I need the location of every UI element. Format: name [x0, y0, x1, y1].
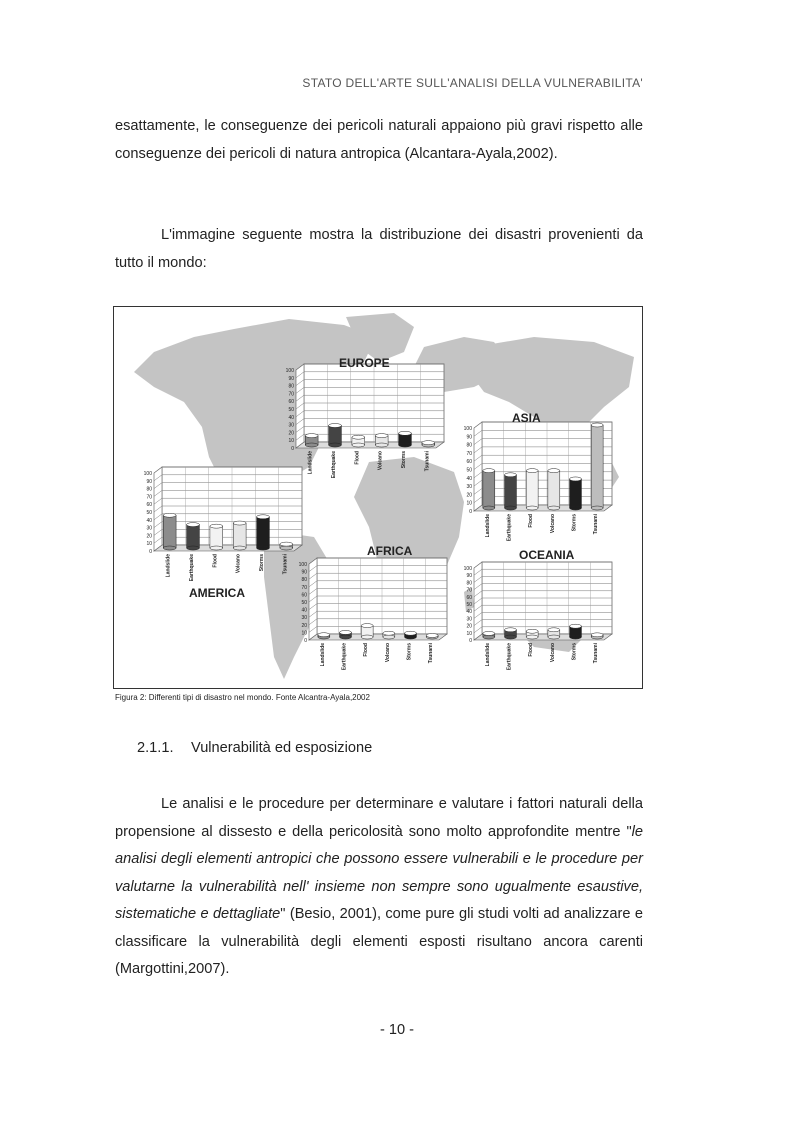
chart-title: AFRICA [367, 544, 413, 558]
bar-base [548, 506, 560, 510]
text-part-1: Le analisi e le procedure per determinare e valutare i fattori naturali della propensione al dissesto e della pericolosità sono molto approfondite mentre " [115, 796, 643, 840]
y-tick-label: 80 [301, 577, 307, 584]
bar-top [591, 423, 603, 427]
y-tick-label: 20 [146, 533, 152, 540]
y-tick-label: 0 [291, 446, 294, 452]
bar-body [548, 471, 560, 508]
category-label: Tsunami [593, 643, 600, 664]
bar-volcano [375, 434, 388, 447]
y-tick-label: 20 [466, 623, 472, 630]
bar-base [570, 635, 582, 639]
category-label: Storms [401, 451, 407, 469]
bar-top [210, 524, 223, 528]
bar-body [483, 471, 495, 508]
bar-base [375, 443, 388, 447]
chart-title: OCEANIA [519, 548, 575, 562]
bar-storms [257, 515, 270, 550]
y-tick-label: 90 [466, 573, 472, 580]
bar-storms [405, 631, 417, 639]
bar-top [163, 513, 176, 517]
y-tick-label: 40 [146, 517, 152, 524]
bar-base [233, 546, 246, 550]
y-tick-label: 30 [466, 484, 472, 491]
y-tick-label: 0 [469, 509, 472, 515]
paragraph-intro [115, 113, 643, 168]
bar-top [318, 633, 330, 637]
paragraph-text: esattamente, le conseguenze dei pericoli naturali appaiono più gravi rispetto alle conseguenze dei pericoli di natura antropica (Alcantara-Ayala,2002). [115, 118, 643, 162]
category-label: Landslide [307, 451, 314, 475]
y-tick-label: 40 [466, 475, 472, 482]
bar-flood [210, 524, 223, 550]
bar-top [483, 469, 495, 473]
y-tick-label: 30 [288, 422, 294, 429]
bar-base [329, 443, 342, 447]
bar-flood [526, 469, 538, 510]
bar-volcano [548, 628, 560, 639]
bar-top [399, 431, 412, 435]
bar-flood [352, 435, 365, 447]
text-part-2: " (Besio, 2001), come pure gli studi volti ad analizzare e classificare la vulnerabilità degli elementi esposti risultano ancora carenti (Margottini,2007). [115, 906, 644, 977]
bar-top [570, 624, 582, 628]
bar-top [526, 629, 538, 633]
y-tick-label: 50 [466, 467, 472, 474]
bar-base [548, 635, 560, 639]
bar-base [361, 635, 373, 639]
category-label: Tsunami [593, 514, 600, 535]
category-label: Volcano [235, 554, 242, 574]
disaster-distribution-figure [113, 306, 643, 689]
y-tick-label: 100 [298, 562, 307, 568]
y-tick-label: 80 [146, 486, 152, 493]
bar-base [399, 443, 412, 447]
category-label: Landslide [484, 643, 491, 667]
bar-tsunami [422, 441, 435, 447]
bar-body [163, 515, 176, 548]
y-tick-label: 80 [466, 442, 472, 449]
category-label: Earthquake [341, 643, 348, 671]
bar-tsunami [591, 633, 603, 639]
y-tick-label: 10 [466, 500, 472, 507]
y-tick-label: 40 [466, 609, 472, 616]
bar-earthquake [505, 473, 517, 510]
bar-body [591, 425, 603, 508]
y-tick-label: 100 [285, 368, 294, 374]
y-tick-label: 0 [149, 549, 152, 555]
category-label: Volcano [377, 451, 384, 471]
bar-storms [399, 431, 412, 447]
y-tick-label: 70 [466, 450, 472, 457]
bar-top [187, 523, 200, 527]
y-tick-label: 70 [146, 494, 152, 501]
y-tick-label: 0 [304, 638, 307, 644]
bar-top [375, 434, 388, 438]
world-map-charts [114, 307, 642, 688]
category-label: Earthquake [506, 643, 513, 671]
y-tick-label: 90 [146, 478, 152, 485]
bar-top [570, 477, 582, 481]
bar-landslide [483, 469, 495, 510]
bar-body [187, 525, 200, 548]
category-label: Flood [354, 451, 361, 465]
bar-base [340, 635, 352, 639]
y-tick-label: 50 [466, 602, 472, 608]
y-tick-label: 10 [146, 541, 152, 548]
category-label: Volcano [549, 514, 556, 534]
bar-body [570, 479, 582, 508]
y-tick-label: 100 [143, 471, 152, 477]
bar-top [505, 473, 517, 477]
y-tick-label: 80 [288, 383, 294, 390]
bar-top [280, 542, 293, 546]
y-tick-label: 90 [466, 434, 472, 441]
bar-base [505, 635, 517, 639]
y-tick-label: 30 [146, 525, 152, 532]
y-tick-label: 20 [466, 492, 472, 499]
bar-top [422, 441, 435, 445]
y-tick-label: 90 [288, 375, 294, 382]
bar-body [233, 523, 246, 548]
category-label: Earthquake [331, 451, 337, 479]
bar-volcano [548, 469, 560, 510]
bar-top [483, 631, 495, 635]
category-label: Landslide [319, 643, 326, 667]
category-label: Landslide [484, 514, 491, 538]
bar-base [526, 506, 538, 510]
bar-base [280, 546, 293, 550]
y-tick-label: 60 [146, 502, 152, 509]
y-tick-label: 40 [301, 607, 307, 614]
y-tick-label: 10 [301, 630, 307, 637]
bar-body [329, 426, 342, 446]
bar-body [526, 471, 538, 508]
bar-base [163, 546, 176, 550]
bar-base [383, 635, 395, 639]
paragraph-text [115, 791, 643, 984]
category-label: Tsunami [424, 451, 431, 472]
quoted-text: le analisi degli elementi antropici che possono essere vulnerabili e le procedure per valutarne la vulnerabilità nell' insieme non sempre sono ugualmente esaustive, sistematiche e dettagliate [115, 823, 643, 922]
chart-title: EUROPE [339, 356, 390, 370]
bar-base [187, 546, 200, 550]
bar-top [591, 633, 603, 637]
y-tick-label: 50 [301, 600, 307, 606]
category-label: Earthquake [506, 514, 513, 542]
category-label: Landslide [165, 554, 172, 578]
y-tick-label: 70 [301, 584, 307, 591]
category-label: Flood [212, 554, 219, 568]
bar-base [483, 506, 495, 510]
y-tick-label: 60 [301, 592, 307, 599]
y-tick-label: 30 [301, 615, 307, 622]
chart-oceania [464, 548, 612, 670]
bar-body [210, 526, 223, 548]
chart-title: AMERICA [189, 586, 245, 600]
y-tick-label: 20 [288, 430, 294, 437]
bar-base [405, 635, 417, 639]
y-tick-label: 50 [288, 407, 294, 413]
bar-top [329, 424, 342, 428]
bar-tsunami [591, 423, 603, 510]
y-tick-label: 40 [288, 414, 294, 421]
bar-base [257, 546, 270, 550]
bar-tsunami [280, 542, 293, 550]
y-tick-label: 20 [301, 622, 307, 629]
category-label: Flood [528, 643, 535, 657]
bar-top [361, 624, 373, 628]
category-label: Tsunami [282, 554, 289, 575]
bar-top [257, 515, 270, 519]
section-heading [137, 740, 372, 756]
bar-base [352, 443, 365, 447]
bar-storms [570, 477, 582, 510]
category-label: Earthquake [189, 554, 195, 582]
bar-top [505, 628, 517, 632]
category-label: Storms [571, 514, 578, 532]
bar-base [526, 635, 538, 639]
bar-top [548, 628, 560, 632]
bar-top [405, 631, 417, 635]
bar-landslide [163, 513, 176, 550]
bar-volcano [383, 631, 395, 639]
bar-body [505, 475, 517, 508]
y-tick-label: 10 [288, 438, 294, 445]
bar-top [548, 469, 560, 473]
bar-base [505, 506, 517, 510]
y-tick-label: 0 [469, 638, 472, 644]
y-tick-label: 10 [466, 630, 472, 637]
chart-africa [299, 544, 447, 670]
bar-earthquake [505, 628, 517, 639]
chart-asia [464, 411, 612, 541]
category-label: Storms [571, 643, 578, 661]
bar-flood [526, 629, 538, 639]
category-label: Flood [528, 514, 535, 528]
section-number: 2.1.1. [137, 740, 174, 756]
category-label: Volcano [384, 643, 391, 663]
bar-base [591, 506, 603, 510]
bar-top [233, 521, 246, 525]
paragraph-figure-intro [115, 222, 643, 277]
y-tick-label: 60 [466, 459, 472, 466]
y-tick-label: 60 [466, 594, 472, 601]
bar-earthquake [340, 630, 352, 639]
bar-base [305, 443, 318, 447]
y-tick-label: 100 [463, 566, 472, 572]
bar-tsunami [426, 633, 438, 639]
y-tick-label: 80 [466, 580, 472, 587]
paragraph-text: L'immagine seguente mostra la distribuzione dei disastri provenienti da tutto il mondo: [115, 227, 643, 271]
bar-top [383, 631, 395, 635]
figure-caption: Figura 2: Differenti tipi di disastro nel mondo. Fonte Alcantra-Ayala,2002 [115, 693, 370, 702]
category-label: Storms [406, 643, 413, 661]
bar-top [340, 630, 352, 634]
bar-landslide [483, 631, 495, 639]
y-tick-label: 30 [466, 616, 472, 623]
running-header: STATO DELL'ARTE SULL'ANALISI DELLA VULNERABILITA' [302, 76, 643, 90]
category-label: Flood [363, 643, 370, 657]
section-title: Vulnerabilità ed esposizione [191, 740, 373, 756]
paragraph-vulnerability [115, 791, 643, 984]
bar-landslide [318, 633, 330, 639]
bar-top [305, 434, 318, 438]
y-tick-label: 70 [288, 391, 294, 398]
category-label: Tsunami [428, 643, 435, 664]
bar-storms [570, 624, 582, 639]
y-tick-label: 100 [463, 426, 472, 432]
y-tick-label: 70 [466, 587, 472, 594]
bar-earthquake [187, 523, 200, 550]
bar-base [210, 546, 223, 550]
y-tick-label: 60 [288, 399, 294, 406]
bar-top [526, 469, 538, 473]
y-tick-label: 50 [146, 510, 152, 516]
category-label: Volcano [549, 643, 556, 663]
bar-top [352, 435, 365, 439]
bar-base [570, 506, 582, 510]
y-tick-label: 90 [301, 569, 307, 576]
bar-earthquake [329, 424, 342, 448]
bar-body [257, 517, 270, 548]
chart-title: ASIA [512, 411, 541, 425]
bar-volcano [233, 521, 246, 550]
page-number: - 10 - [379, 1022, 415, 1038]
bar-flood [361, 624, 373, 639]
category-label: Storms [259, 554, 265, 572]
bar-landslide [305, 434, 318, 447]
bar-top [426, 633, 438, 637]
